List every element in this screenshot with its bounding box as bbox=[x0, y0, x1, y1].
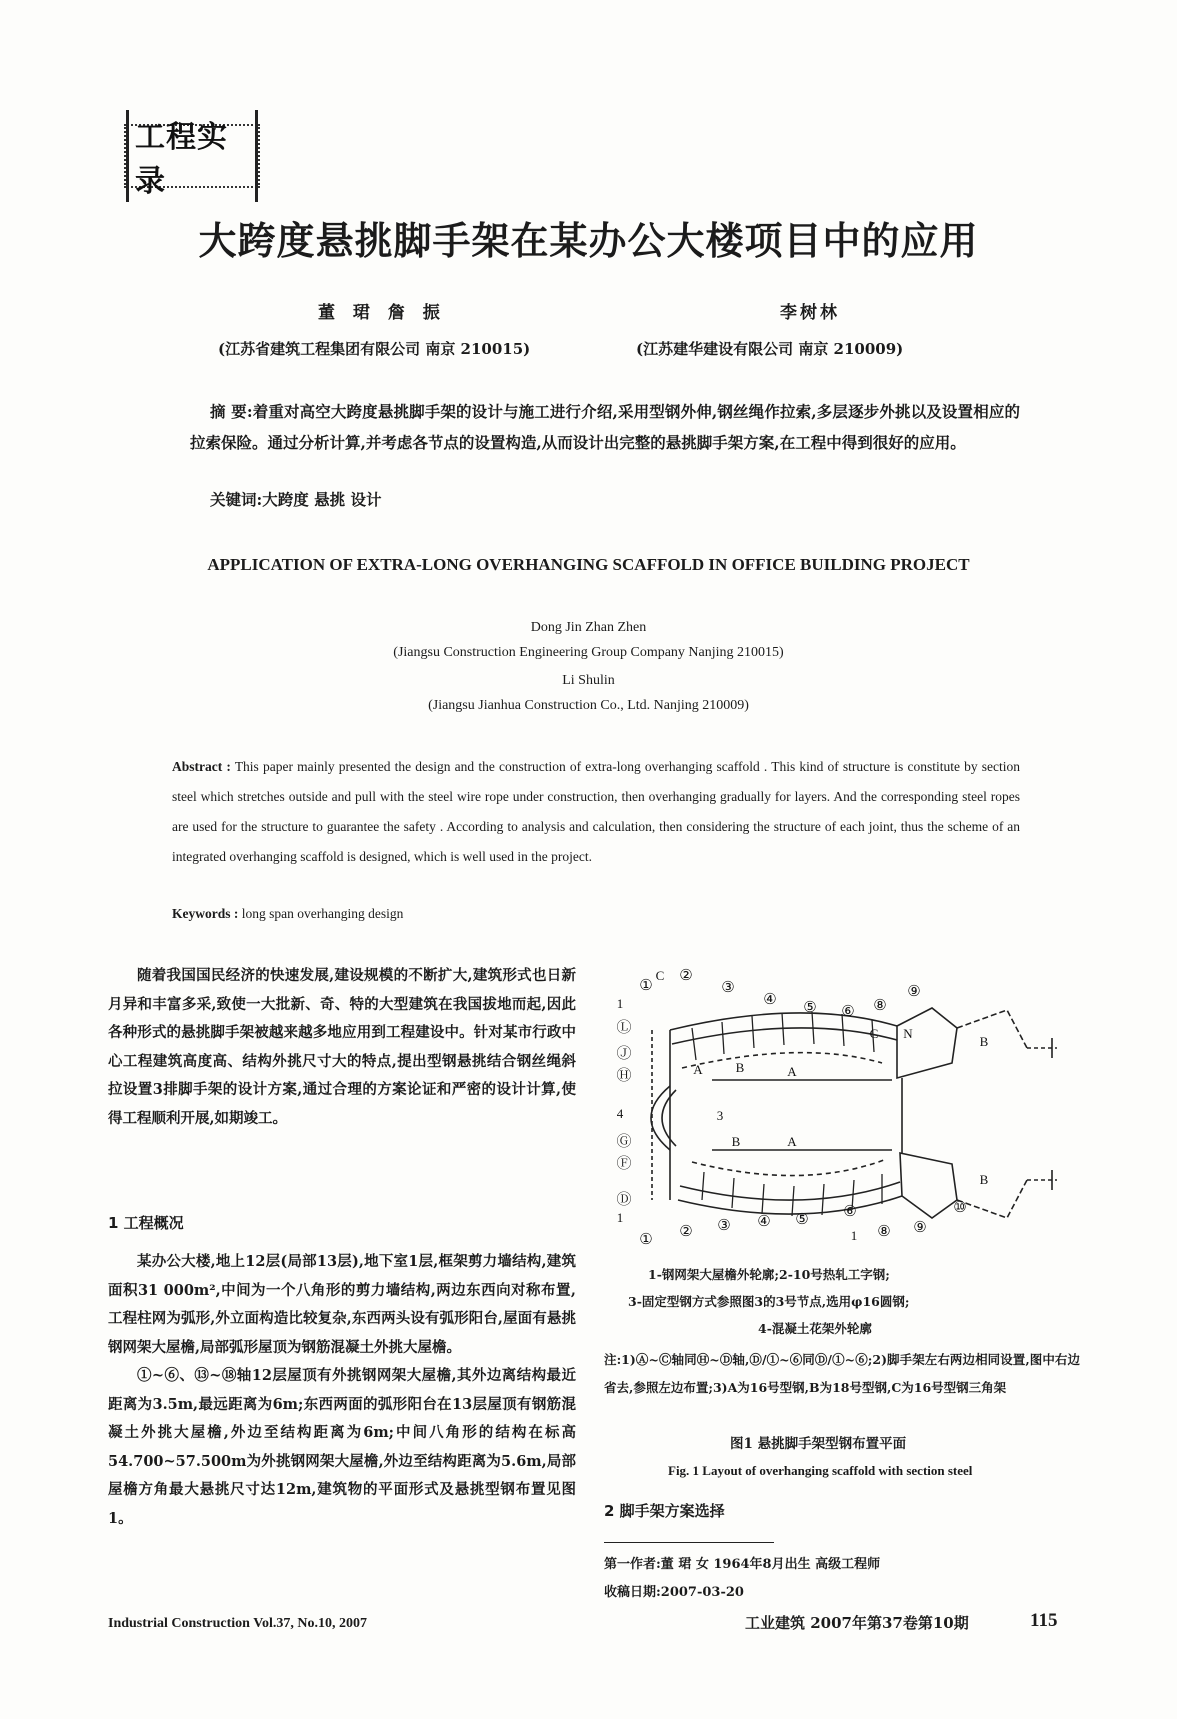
left-axis-F: Ⓕ bbox=[616, 1154, 632, 1172]
right-octagon-bottom bbox=[900, 1153, 957, 1218]
top-axis-6: ⑥ bbox=[841, 1002, 855, 1020]
left-axis-L: Ⓛ bbox=[616, 1018, 632, 1036]
keywords-en bbox=[172, 906, 403, 922]
keywords-en-label: Keywords : bbox=[172, 906, 239, 921]
marker-1-top: 1 bbox=[616, 996, 624, 1011]
bottom-axis-4: ④ bbox=[757, 1212, 771, 1230]
bottom-axis-9: ⑩ bbox=[953, 1198, 967, 1216]
abstract-cn bbox=[190, 396, 1020, 458]
section-1-para-2: ①~⑥、⑬~⑱轴12层屋顶有外挑钢网架大屋檐,其外边离结构最近距离为3.5m,最远距离为6m;东西两面的弧形阳台在13层屋顶有钢筋混凝土外挑大屋檐,外边至结构距离为6m;中间八角形的结构在标高54.700~57.500m为外挑钢网架大屋檐,外边至结构距离为5.6m,局部屋檐方角最大悬挑尺寸达12m,建筑物的平面形式及悬挑型钢布置见图1。 bbox=[108, 1367, 576, 1527]
left-arc-balcony bbox=[651, 1086, 670, 1150]
marker-C-right: C bbox=[869, 1026, 879, 1041]
right-diag-top bbox=[957, 1010, 1027, 1048]
top-axis-4: ④ bbox=[763, 990, 777, 1008]
marker-4: 4 bbox=[616, 1106, 624, 1121]
section-tag-box bbox=[124, 120, 260, 199]
right-extensions bbox=[1027, 1048, 1057, 1180]
author-note-line-1: 第一作者:董 珺 女 1964年8月出生 高级工程师 bbox=[604, 1557, 881, 1572]
section-2-heading: 2 脚手架方案选择 bbox=[604, 1502, 725, 1520]
left-axis-D: Ⓓ bbox=[616, 1190, 632, 1208]
affiliation-en-2: (Jiangsu Jianhua Construction Co., Ltd. Nanjing 210009) bbox=[428, 698, 749, 713]
marker-N: N bbox=[903, 1026, 913, 1041]
figure-legend-1: 1-钢网架大屋檐外轮廓;2-10号热轧工字钢; bbox=[648, 1267, 890, 1282]
bottom-axis-6: ⑥ bbox=[843, 1202, 857, 1220]
right-octagon-top bbox=[897, 1008, 957, 1078]
affiliation-cn-left: (江苏省建筑工程集团有限公司 南京 210015) bbox=[218, 340, 531, 358]
top-inner-edge bbox=[672, 1028, 897, 1044]
top-axis-5: ⑤ bbox=[803, 998, 817, 1016]
marker-B-bottom: B bbox=[731, 1134, 741, 1149]
abstract-en-text: This paper mainly presented the design and the construction of extra-long overhanging scaffold . This kind of structure is constitute by section steel which stretches outside and pull with the steel wire rope under construction, then overhanging gradually for layers. And the corresponding steel ropes are used for the structure to guarantee the safety . According to analysis and calculation, then considering the structure of each joint, thus the scheme of an integrated overhanging scaffold is designed, which is well used in the project. bbox=[172, 759, 1020, 864]
bottom-outer-edge bbox=[678, 1196, 902, 1214]
left-axis-G: Ⓖ bbox=[616, 1132, 632, 1150]
figure-caption-cn: 图1 悬挑脚手架型钢布置平面 bbox=[730, 1436, 907, 1452]
authors-cn-left: 董 珺 詹 振 bbox=[318, 303, 446, 323]
section-1-para-1: 某办公大楼,地上12层(局部13层),地下室1层,框架剪力墙结构,建筑面积31 000m²,中间为一个八角形的剪力墙结构,两边东西向对称布置,工程柱网为弧形,外立面构造比较复杂,东西两头设有弧形阳台,屋面有悬挑钢网架大屋檐,局部弧形屋顶为钢筋混凝土外挑大屋檐。 bbox=[108, 1253, 576, 1356]
paper-title-en: APPLICATION OF EXTRA-LONG OVERHANGING SCAFFOLD IN OFFICE BUILDING PROJECT bbox=[207, 555, 970, 574]
bottom-axis-3: ③ bbox=[717, 1216, 731, 1234]
section-tag: 工程实录 bbox=[126, 110, 258, 202]
top-axis-8: ⑨ bbox=[907, 982, 921, 1000]
intro-paragraph-block bbox=[108, 962, 576, 1133]
left-axis-H: Ⓗ bbox=[616, 1066, 632, 1084]
figure-1-plan-drawing bbox=[612, 968, 1082, 1258]
left-axis-J: Ⓙ bbox=[616, 1044, 632, 1062]
authors-en-1: Dong Jin Zhan Zhen bbox=[530, 620, 647, 635]
figure-note: 注:1)Ⓐ~Ⓒ轴同Ⓗ~Ⓓ轴,Ⓓ/①~⑥同Ⓓ/①~⑥;2)脚手架左右两边相同设置,图中右边省去,参照左边布置;3)A为16号型钢,B为18号型钢,C为16号型钢三角架 bbox=[604, 1352, 1080, 1395]
bottom-axis-5: ⑤ bbox=[795, 1210, 809, 1228]
bottom-inner-edge bbox=[680, 1182, 900, 1200]
section-1-body bbox=[108, 1248, 576, 1533]
abstract-cn-text: 着重对高空大跨度悬挑脚手架的设计与施工进行介绍,采用型钢外伸,钢丝绳作拉索,多层逐步外挑以及设置相应的拉索保险。通过分析计算,并考虑各节点的设置构造,从而设计出完整的悬挑脚手架方案,在工程中得到很好的应用。 bbox=[190, 402, 1020, 452]
marker-B-top: B bbox=[735, 1060, 745, 1075]
bottom-axis-2: ② bbox=[679, 1222, 693, 1240]
keywords-cn bbox=[210, 488, 382, 510]
section-1-heading: 1 工程概况 bbox=[108, 1214, 184, 1232]
top-axis-1: ① bbox=[639, 976, 653, 994]
figure-legend-2: 3-固定型钢方式参照图3的3号节点,选用φ16圆钢; bbox=[628, 1294, 910, 1309]
top-building-line bbox=[682, 1053, 882, 1068]
bottom-building-line bbox=[692, 1160, 884, 1176]
keywords-cn-label: 关键词: bbox=[210, 490, 263, 509]
bottom-axis-8: ⑨ bbox=[913, 1218, 927, 1236]
footnote-rule bbox=[604, 1542, 774, 1543]
footer-journal-cn: 工业建筑 2007年第37卷第10期 bbox=[745, 1614, 969, 1632]
marker-B-right-top: B bbox=[979, 1034, 989, 1049]
marker-B-right-bottom: B bbox=[979, 1172, 989, 1187]
top-axis-2: ② bbox=[679, 968, 693, 984]
figure-caption-en: Fig. 1 Layout of overhanging scaffold with section steel bbox=[668, 1463, 973, 1478]
authors-cn-right: 李树林 bbox=[780, 303, 840, 323]
authors-en-2: Li Shulin bbox=[562, 673, 615, 688]
figure-legend-3: 4-混凝土花架外轮廓 bbox=[758, 1321, 872, 1336]
abstract-cn-label: 摘 要: bbox=[210, 402, 253, 421]
marker-A-top: A bbox=[787, 1064, 797, 1079]
abstract-en-label: Abstract : bbox=[172, 759, 231, 774]
left-arc-inner bbox=[662, 1090, 676, 1146]
marker-A-bottom: A bbox=[787, 1134, 797, 1149]
affiliation-en-1: (Jiangsu Construction Engineering Group Company Nanjing 210015) bbox=[393, 645, 784, 660]
top-axis-7: ⑧ bbox=[873, 996, 887, 1014]
top-axis-3: ③ bbox=[721, 978, 735, 996]
bottom-axis-7: ⑧ bbox=[877, 1222, 891, 1240]
bottom-axis-1: ① bbox=[639, 1230, 653, 1248]
page-number: 115 bbox=[1030, 1610, 1058, 1631]
abstract-en bbox=[172, 752, 1020, 872]
marker-3: 3 bbox=[716, 1108, 724, 1123]
affiliation-cn-right: (江苏建华建设有限公司 南京 210009) bbox=[636, 340, 904, 358]
footer-journal-en: Industrial Construction Vol.37, No.10, 2007 bbox=[108, 1616, 368, 1631]
keywords-en-text: long span overhanging design bbox=[241, 906, 404, 921]
marker-1-bottom: 1 bbox=[616, 1210, 624, 1225]
keywords-cn-text: 大跨度 悬挑 设计 bbox=[262, 490, 382, 509]
intro-paragraph: 随着我国国民经济的快速发展,建设规模的不断扩大,建筑形式也日新月异和丰富多采,致使一大批新、奇、特的大型建筑在我国拔地而起,因此各种形式的悬挑脚手架被越来越多地应用到工程建设中。针对某市行政中心工程建筑高度高、结构外挑尺寸大的特点,提出型钢悬挑结合钢丝绳斜拉设置3排脚手架的设计方案,通过合理的方案论证和严密的设计计算,使得工程顺利开展,如期竣工。 bbox=[108, 967, 576, 1127]
marker-1-right: 1 bbox=[850, 1228, 858, 1243]
marker-A-top-left: A bbox=[693, 1062, 703, 1077]
right-diag-bottom bbox=[957, 1180, 1027, 1218]
paper-title-cn: 大跨度悬挑脚手架在某办公大楼项目中的应用 bbox=[198, 219, 979, 263]
marker-C-top: C bbox=[655, 968, 665, 983]
author-note-line-2: 收稿日期:2007-03-20 bbox=[604, 1585, 744, 1600]
